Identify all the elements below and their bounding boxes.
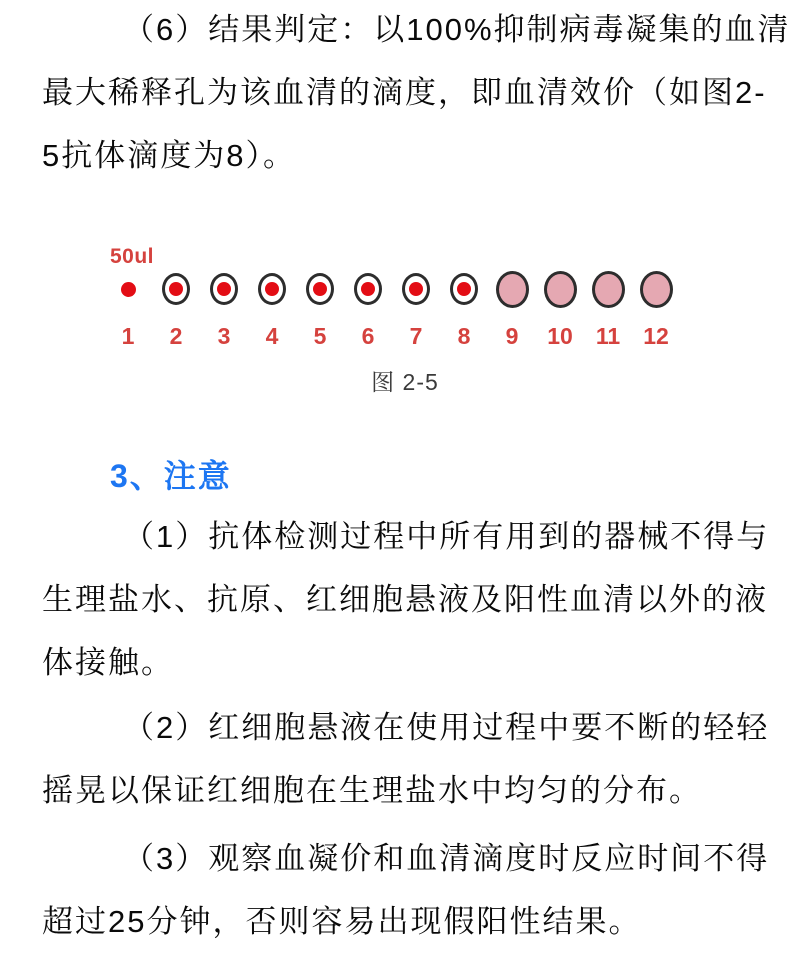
well-holder: [592, 269, 625, 309]
well-holder: [162, 269, 190, 309]
well-holder: [544, 269, 577, 309]
well-ring-dot-icon: [354, 273, 382, 305]
well-1: [104, 269, 152, 350]
well-pink-icon: [640, 271, 673, 308]
well-holder: [402, 269, 430, 309]
well-number: 11: [595, 323, 621, 349]
inner-dot-icon: [313, 282, 327, 296]
well-dot-icon: [121, 282, 136, 297]
well-number: 7: [409, 323, 423, 349]
paragraph-note-3: [42, 827, 772, 953]
well-pink-icon: [544, 271, 577, 308]
text-line: 5抗体滴度为8）。: [42, 138, 296, 173]
inner-dot-icon: [361, 282, 375, 296]
well-holder: [306, 269, 334, 309]
figure-caption: 图 2-5: [371, 369, 439, 395]
well-holder: [258, 269, 286, 309]
inner-dot-icon: [265, 282, 279, 296]
well-pink-icon: [496, 271, 529, 308]
inner-dot-icon: [409, 282, 423, 296]
figure-2-5: [0, 245, 810, 405]
text-line: （3）观察血凝价和血清滴度时反应时间不得: [123, 841, 770, 876]
well-2: [152, 269, 200, 350]
wells-row: [104, 269, 680, 350]
well-number: 10: [547, 323, 573, 349]
text-line: 生理盐水、抗原、红细胞悬液及阳性血清以外的液: [42, 582, 768, 617]
volume-label: 50ul: [110, 245, 155, 268]
paragraph-result-judgment: [42, 0, 791, 187]
well-holder: [210, 269, 238, 309]
section-heading-note: 3、注意: [110, 458, 232, 494]
well-pink-icon: [592, 271, 625, 308]
text-line: 摇晃以保证红细胞在生理盐水中均匀的分布。: [42, 773, 702, 808]
well-8: [440, 269, 488, 350]
well-holder: [450, 269, 478, 309]
text-line: （2）红细胞悬液在使用过程中要不断的轻轻: [123, 710, 770, 745]
well-3: [200, 269, 248, 350]
well-12: [632, 269, 680, 350]
well-11: [584, 269, 632, 350]
well-number: 1: [121, 323, 135, 349]
inner-dot-icon: [457, 282, 471, 296]
well-number: 2: [169, 323, 183, 349]
well-holder: [121, 269, 136, 309]
text-line: （1）抗体检测过程中所有用到的器械不得与: [123, 519, 770, 554]
well-number: 12: [643, 323, 669, 349]
paragraph-note-2: [42, 696, 772, 822]
well-5: [296, 269, 344, 350]
well-ring-dot-icon: [402, 273, 430, 305]
well-10: [536, 269, 584, 350]
text-line: （6）结果判定：以100%抑制病毒凝集的血清: [123, 12, 791, 47]
well-number: 6: [361, 323, 375, 349]
well-ring-dot-icon: [450, 273, 478, 305]
well-number: 8: [457, 323, 471, 349]
paragraph-note-1: [42, 505, 772, 694]
inner-dot-icon: [169, 282, 183, 296]
well-9: [488, 269, 536, 350]
well-4: [248, 269, 296, 350]
well-number: 5: [313, 323, 327, 349]
inner-dot-icon: [217, 282, 231, 296]
well-ring-dot-icon: [306, 273, 334, 305]
well-holder: [496, 269, 529, 309]
well-holder: [640, 269, 673, 309]
well-ring-dot-icon: [258, 273, 286, 305]
text-line: 最大稀释孔为该血清的滴度，即血清效价（如图2-: [42, 75, 767, 110]
well-ring-dot-icon: [210, 273, 238, 305]
text-line: 超过25分钟，否则容易出现假阳性结果。: [42, 904, 642, 939]
well-ring-dot-icon: [162, 273, 190, 305]
well-holder: [354, 269, 382, 309]
well-number: 3: [217, 323, 231, 349]
well-7: [392, 269, 440, 350]
well-6: [344, 269, 392, 350]
well-number: 9: [505, 323, 519, 349]
text-line: 体接触。: [42, 645, 174, 680]
well-number: 4: [265, 323, 279, 349]
